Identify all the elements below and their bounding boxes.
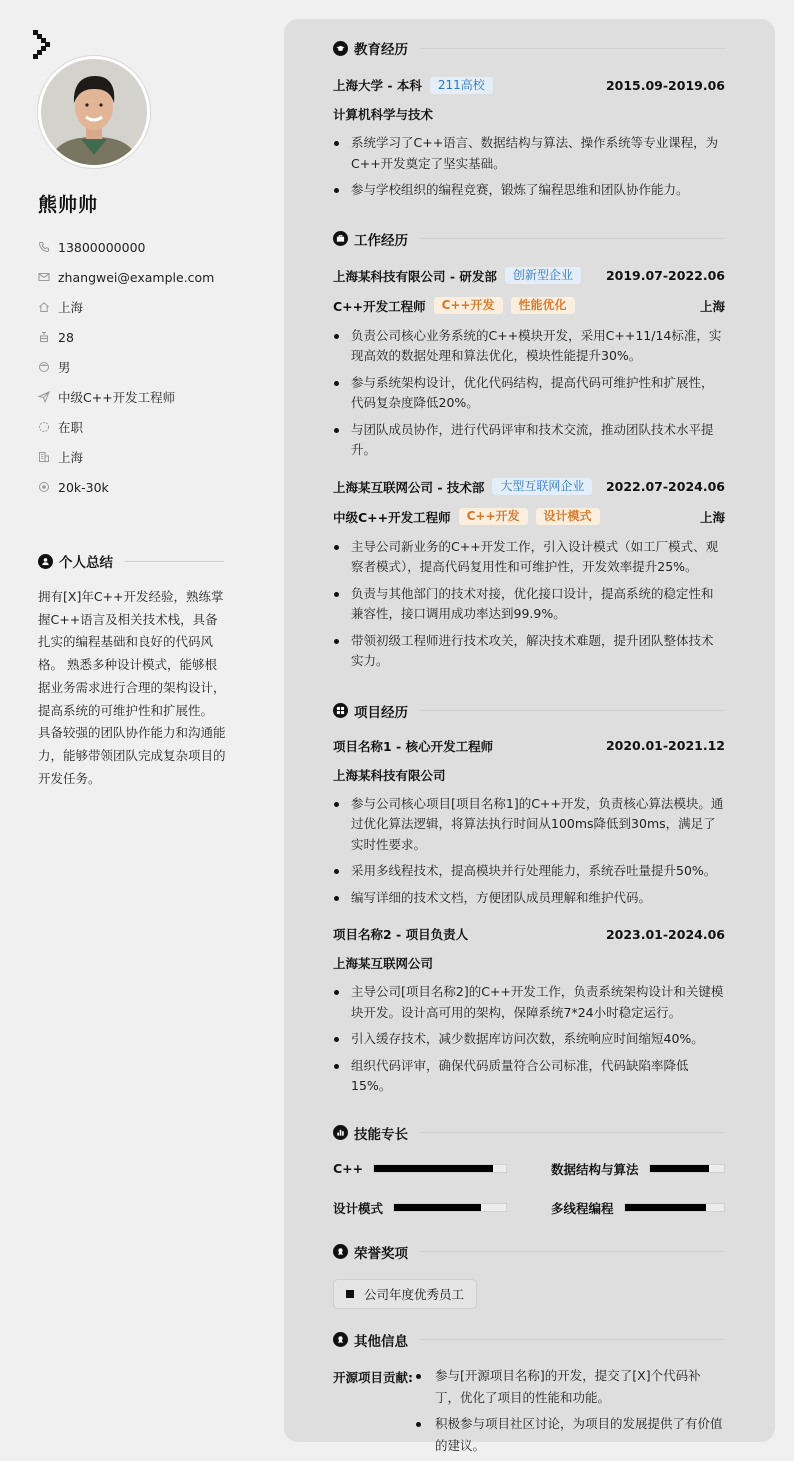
square-bullet-icon [346, 1290, 354, 1298]
info-text: 在职 [58, 420, 84, 435]
skill-item [551, 1160, 725, 1178]
skill-name: C++ [333, 1161, 364, 1176]
school-name: 上海大学 - 本科 [333, 78, 422, 93]
grid-icon [333, 703, 348, 718]
list-item: 主导公司[项目名称2]的C++开发工作，负责系统架构设计和关键模块开发。设计高可用的架构，保障系统7*24小时稳定运行。 [333, 982, 725, 1023]
info-position [38, 382, 214, 412]
project-bullets [333, 794, 725, 909]
section-title: 个人总结 [59, 555, 113, 571]
job-city: 上海 [699, 298, 725, 314]
major: 计算机科学与技术 [333, 107, 434, 122]
project-row [333, 924, 725, 944]
job-role: C++开发工程师 [333, 298, 426, 314]
education-row [333, 75, 725, 95]
project-row [333, 736, 725, 756]
skill-bar-fill [625, 1204, 707, 1211]
skill-tag: C++开发 [434, 297, 503, 314]
skill-tag: C++开发 [459, 508, 528, 525]
skill-bar-fill [374, 1165, 493, 1172]
award-icon [333, 1332, 348, 1347]
list-item: 系统学习了C++语言、数据结构与算法、操作系统等专业课程，为C++开发奠定了坚实基础。 [333, 133, 725, 174]
phone-icon [38, 241, 50, 253]
briefcase-icon [333, 231, 348, 246]
job-city: 上海 [699, 509, 725, 525]
list-item: 编写详细的技术文档，方便团队成员理解和维护代码。 [333, 888, 725, 909]
info-phone [38, 232, 214, 262]
other-heading [333, 1329, 725, 1351]
info-email [38, 262, 214, 292]
graduation-cap-icon [333, 41, 348, 56]
project-name: 项目名称2 - 项目负责人 [333, 927, 469, 942]
company-tag: 大型互联网企业 [492, 478, 592, 495]
projects-heading [333, 700, 725, 722]
divider [420, 1251, 725, 1252]
list-item: 引入缓存技术，减少数据库访问次数，系统响应时间缩短40%。 [333, 1029, 725, 1050]
salary-icon [38, 481, 50, 493]
other-label: 开源项目贡献: [333, 1369, 413, 1385]
section-title: 技能专长 [354, 1126, 408, 1143]
avatar [38, 56, 150, 168]
work-heading [333, 228, 725, 250]
skill-item [551, 1199, 725, 1217]
awards-heading [333, 1241, 725, 1263]
award-text: 公司年度优秀员工 [364, 1286, 465, 1302]
other-bullets [415, 1365, 725, 1457]
section-title: 工作经历 [354, 232, 408, 249]
list-item: 与团队成员协作，进行代码评审和技术交流，推动团队技术水平提升。 [333, 420, 725, 461]
divider [420, 48, 725, 49]
skill-item [333, 1160, 507, 1178]
section-title: 项目经历 [354, 704, 408, 721]
info-salary [38, 472, 214, 502]
job-bullets [333, 537, 725, 672]
list-item: 负责公司核心业务系统的C++模块开发，采用C++11/14标准，实现高效的数据处理和算法优化，模块性能提升30%。 [333, 326, 725, 367]
list-item: 带领初级工程师进行技术攻关，解决技术难题，提升团队整体技术实力。 [333, 631, 725, 672]
list-item: 参与学校组织的编程竞赛，锻炼了编程思维和团队协作能力。 [333, 180, 725, 201]
info-text: 20k-30k [58, 479, 109, 495]
skill-tag: 设计模式 [536, 508, 600, 525]
skill-tag: 性能优化 [511, 297, 575, 314]
list-item: 积极参与项目社区讨论，为项目的发展提供了有价值的建议。 [415, 1413, 725, 1457]
skills-grid [333, 1160, 725, 1217]
project-company: 上海某科技有限公司 [333, 767, 446, 783]
info-text: 28 [58, 329, 74, 345]
send-icon [38, 391, 50, 403]
role-row [333, 296, 725, 316]
skill-item [333, 1199, 507, 1217]
list-item: 参与系统架构设计，优化代码结构，提高代码可维护性和扩展性，代码复杂度降低20%。 [333, 373, 725, 414]
divider [420, 238, 725, 239]
skill-bar [373, 1164, 507, 1173]
building-icon [38, 451, 50, 463]
logo-icon [33, 30, 53, 60]
skill-bar [624, 1203, 725, 1212]
education-heading [333, 37, 725, 59]
skill-name: 多线程编程 [551, 1200, 614, 1216]
section-title: 教育经历 [354, 42, 408, 58]
list-item: 负责与其他部门的技术对接，优化接口设计，提高系统的稳定性和兼容性，接口调用成功率达到99.9%。 [333, 584, 725, 625]
info-location [38, 292, 214, 322]
info-age [38, 322, 214, 352]
section-title: 荣誉奖项 [354, 1245, 408, 1262]
info-text: 上海 [58, 450, 84, 465]
divider [420, 710, 725, 711]
skill-bar-fill [394, 1204, 481, 1211]
status-icon [38, 421, 50, 433]
skills-heading [333, 1122, 725, 1144]
job-row [333, 477, 725, 497]
role-row [333, 507, 725, 527]
list-item: 采用多线程技术，提高模块并行处理能力，系统吞吐量提升50%。 [333, 861, 725, 882]
list-item: 参与[开源项目名称]的开发，提交了[X]个代码补丁，优化了项目的性能和功能。 [415, 1365, 725, 1409]
project-company: 上海某互联网公司 [333, 956, 434, 971]
other-info [333, 1365, 725, 1457]
job-role: 中级C++开发工程师 [333, 509, 451, 525]
project-date: 2023.01-2024.06 [605, 926, 725, 942]
info-text: 男 [58, 360, 71, 375]
skill-bar [393, 1203, 507, 1212]
award-badge [333, 1279, 477, 1309]
job-bullets [333, 326, 725, 461]
info-city [38, 442, 214, 472]
divider [420, 1132, 725, 1133]
company-name: 上海某互联网公司 - 技术部 [333, 479, 485, 495]
education-bullets [333, 133, 725, 201]
skill-bar-fill [650, 1165, 710, 1172]
skill-name: 设计模式 [333, 1200, 384, 1216]
info-text: zhangwei@example.com [58, 269, 215, 285]
divider [420, 1339, 725, 1340]
company-name: 上海某科技有限公司 - 研发部 [333, 268, 497, 284]
school-tag: 211高校 [430, 77, 493, 94]
company-tag: 创新型企业 [505, 267, 581, 284]
summary-heading [38, 551, 224, 571]
project-name: 项目名称1 - 核心开发工程师 [333, 738, 494, 754]
skill-name: 数据结构与算法 [551, 1161, 639, 1177]
user-icon [38, 554, 53, 569]
info-text: 13800000000 [58, 239, 146, 255]
job-date: 2022.07-2024.06 [605, 479, 725, 494]
divider [125, 561, 224, 562]
section-title: 其他信息 [354, 1333, 408, 1350]
gender-icon [38, 361, 50, 373]
list-item: 组织代码评审，确保代码质量符合公司标准，代码缺陷率降低15%。 [333, 1056, 725, 1097]
info-gender [38, 352, 214, 382]
age-icon [38, 331, 50, 343]
job-date: 2019.07-2022.06 [605, 268, 725, 283]
list-item: 参与公司核心项目[项目名称1]的C++开发，负责核心算法模块。通过优化算法逻辑，将算法执行时间从100ms降低到30ms，满足了实时性要求。 [333, 794, 725, 856]
project-date: 2020.01-2021.12 [605, 738, 725, 753]
award-icon [333, 1244, 348, 1259]
project-bullets [333, 982, 725, 1097]
list-item: 主导公司新业务的C++开发工作，引入设计模式（如工厂模式、观察者模式），提高代码复用性和可维护性，开发效率提升25%。 [333, 537, 725, 578]
sidebar [0, 0, 284, 1461]
job-row [333, 266, 725, 286]
home-icon [38, 301, 50, 313]
mail-icon [38, 271, 50, 283]
info-text: 中级C++开发工程师 [58, 390, 176, 405]
main-content [333, 37, 725, 1457]
education-date: 2015.09-2019.06 [605, 77, 725, 93]
info-text: 上海 [58, 300, 84, 315]
skill-bar [649, 1164, 725, 1173]
candidate-name: 熊帅帅 [38, 194, 99, 216]
summary-text: 拥有[X]年C++开发经验，熟练掌握C++语言及相关技术栈，具备扎实的编程基础和良好的代码风格。 熟悉多种设计模式，能够根据业务需求进行合理的架构设计，提高系统的可维护性和扩展性。 具备较强的团队协作能力和沟通能力，能够带领团队完成复杂项目的开发任务。 [38, 589, 226, 786]
info-status [38, 412, 214, 442]
bar-chart-icon [333, 1125, 348, 1140]
main-card [284, 19, 775, 1453]
contact-info-list [38, 232, 214, 502]
